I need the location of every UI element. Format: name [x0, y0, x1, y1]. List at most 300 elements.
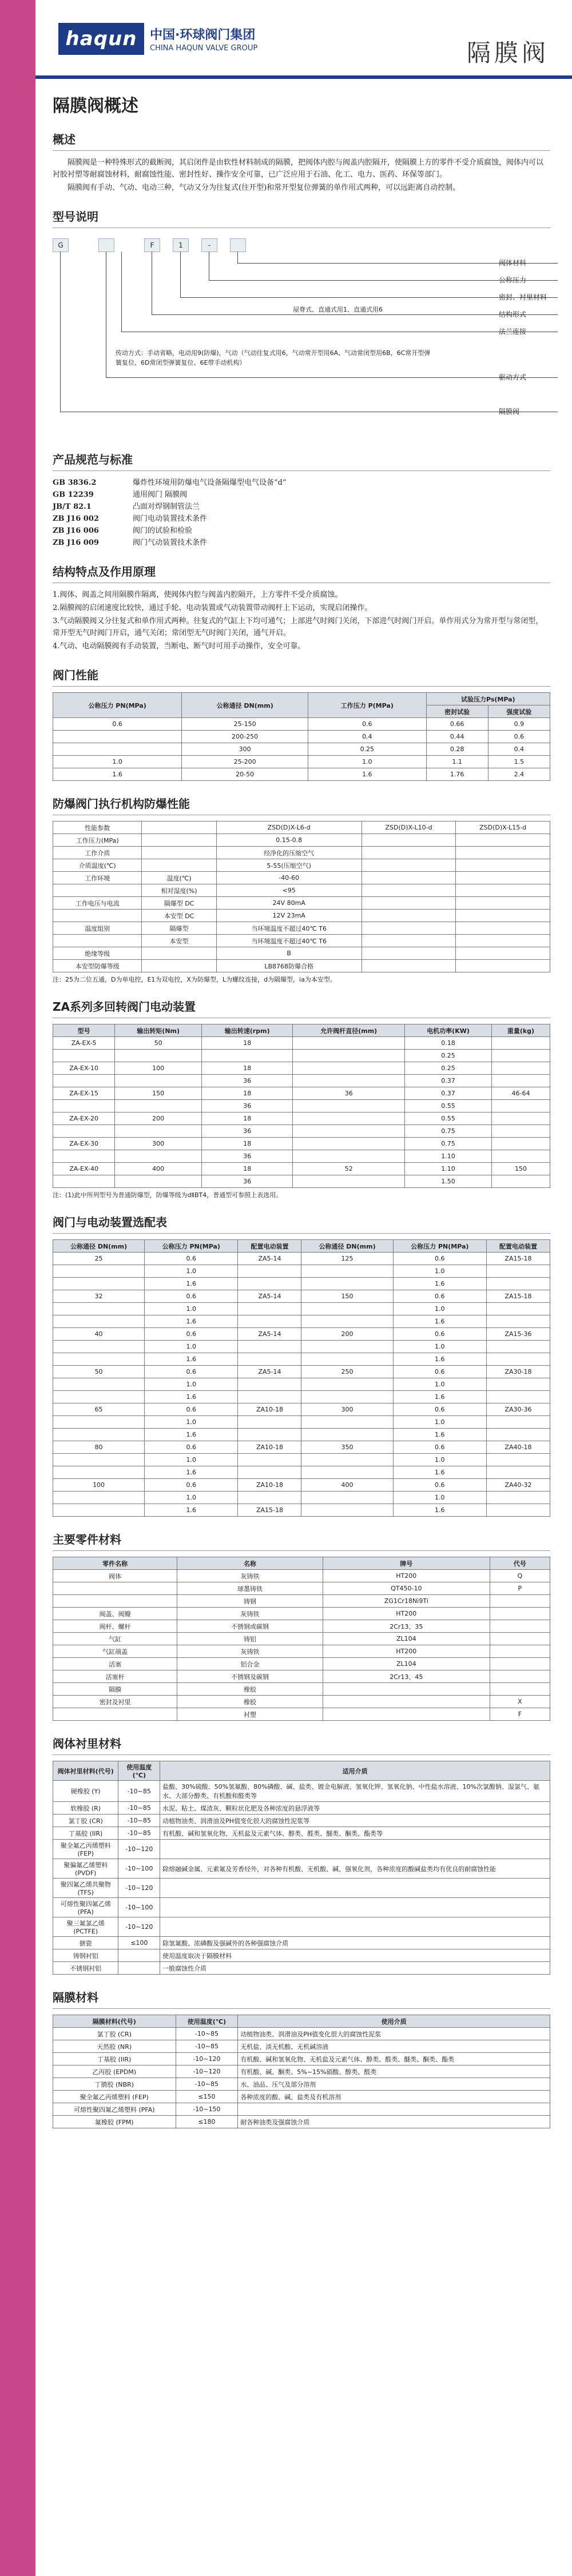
table-cell — [53, 1075, 115, 1087]
table-row — [53, 1454, 550, 1466]
table-cell: 18 — [202, 1138, 293, 1150]
table-cell: 0.18 — [405, 1037, 492, 1050]
table-cell: 无机盐、淡无机酸、无机碱溶液 — [238, 2040, 550, 2053]
table-cell — [238, 1416, 301, 1429]
table-cell: 聚全氟乙丙烯塑料 (FEP) — [53, 1840, 118, 1859]
table-cell — [486, 1492, 550, 1504]
table-cell: -10~150 — [176, 2103, 238, 2116]
table-cell: 1.10 — [405, 1150, 492, 1163]
table-row — [53, 768, 550, 781]
table-cell: -10~85 — [176, 2078, 238, 2091]
table-cell — [456, 947, 550, 960]
table-cell: 氯丁胶 (CR) — [53, 1815, 118, 1827]
table-cell: 46-64 — [491, 1087, 550, 1100]
table-row — [53, 756, 550, 768]
table-cell: 灰铸铁 — [177, 1570, 323, 1582]
table-cell: 0.6 — [393, 1479, 486, 1492]
table-cell — [53, 1341, 145, 1353]
diaphragm-table — [53, 2015, 550, 2128]
table-cell — [362, 859, 456, 872]
explosion-table — [53, 821, 550, 972]
table-cell: HT200 — [323, 1645, 490, 1658]
table-row — [53, 1840, 550, 1859]
table-cell — [293, 1075, 405, 1087]
table-cell: 20-50 — [182, 768, 308, 781]
table-cell — [456, 935, 550, 947]
table-cell: 36 — [202, 1075, 293, 1087]
table-cell: 1.0 — [53, 756, 182, 768]
table-cell: ZA15-18 — [486, 1253, 550, 1265]
table-cell: 300 — [301, 1403, 393, 1416]
table-cell — [456, 910, 550, 922]
table-row — [53, 1595, 550, 1608]
table-header-cell: 重量(kg) — [491, 1024, 550, 1037]
table-cell: 400 — [301, 1479, 393, 1492]
logo-mark: haqun — [58, 23, 144, 55]
table-cell: 36 — [202, 1100, 293, 1112]
table-cell: 0.6 — [393, 1328, 486, 1341]
table-cell: 0.6 — [53, 718, 182, 731]
table-cell: 0.6 — [308, 718, 426, 731]
table-cell: 聚全氟乙丙烯塑料 (FEP) — [53, 2091, 176, 2103]
table-header-cell: 公称通径 DN(mm) — [301, 1240, 393, 1253]
table-cell: ZL104 — [323, 1633, 490, 1645]
features-list — [53, 589, 550, 652]
table-cell: 1.6 — [393, 1391, 486, 1403]
table-row — [53, 1112, 550, 1125]
table-cell — [238, 1303, 301, 1315]
model-label: 结构形式 — [499, 310, 527, 318]
table-cell — [491, 1150, 550, 1163]
table-cell — [486, 1466, 550, 1479]
table-cell: 36 — [202, 1150, 293, 1163]
table-header-cell: 使用温度(℃) — [118, 1761, 160, 1781]
table-cell — [293, 1175, 405, 1188]
table-cell: 18 — [202, 1112, 293, 1125]
table-row — [53, 1859, 550, 1879]
table-cell: 40 — [53, 1328, 145, 1341]
table-cell — [486, 1391, 550, 1403]
table-cell: 300 — [182, 743, 308, 756]
drive-note: 传动方式：手动省略，电动用9(防爆)，气动（气动往复式用6，气动常开型用6A、气动常闭型用6B，6C常开型弹簧复位、6D常闭型弹簧复位、6E带手动机构） — [116, 349, 431, 366]
table-cell: QT450-10 — [323, 1582, 490, 1595]
table-row — [53, 1917, 550, 1937]
table-cell: 1.0 — [145, 1416, 238, 1429]
table-cell: 隔爆型 DC — [142, 897, 216, 910]
table-row — [53, 1683, 550, 1696]
table-cell: 2.4 — [488, 768, 550, 781]
table-cell: ZA30-18 — [486, 1366, 550, 1378]
table-cell — [142, 822, 216, 834]
table-cell: 灰铸铁 — [177, 1645, 323, 1658]
table-cell: 0.4 — [308, 731, 426, 743]
structure-note: 屋脊式、直通式用1、直通式用6 — [293, 306, 383, 313]
table-cell: 各种浓度的酸、碱、盐类及有机溶剂 — [238, 2091, 550, 2103]
table-cell — [293, 1150, 405, 1163]
table-cell: ZA5-14 — [238, 1328, 301, 1341]
table-row — [53, 1898, 550, 1917]
table-cell: 1.6 — [393, 1353, 486, 1366]
table-cell: 200 — [301, 1328, 393, 1341]
table-cell — [53, 1391, 145, 1403]
table-header-cell: 配置电动装置 — [238, 1240, 301, 1253]
table-cell: 丁基胶 (IIR) — [53, 1827, 118, 1840]
table-row — [53, 2065, 550, 2078]
table-cell: Q — [490, 1570, 550, 1582]
table-cell: -10~85 — [118, 1815, 160, 1827]
table-cell: 1.6 — [393, 1466, 486, 1479]
table-cell: 性能参数 — [53, 822, 142, 834]
table-cell: 1.0 — [145, 1378, 238, 1391]
table-cell — [53, 1278, 145, 1290]
table-row — [53, 2078, 550, 2091]
table-cell: 隔爆型 — [142, 922, 216, 935]
table-header-cell: 代号 — [490, 1557, 550, 1570]
table-cell: 0.55 — [405, 1112, 492, 1125]
table-cell: 温度组别 — [53, 922, 142, 935]
table-cell: ZA40-32 — [486, 1479, 550, 1492]
table-cell: 介质温度(℃) — [53, 859, 142, 872]
table-cell — [490, 1608, 550, 1620]
table-cell: 有机酸、碱、酮类、5%~15%硝酸、醇类、醛类 — [238, 2065, 550, 2078]
table-cell: 150 — [491, 1163, 550, 1175]
table-row — [53, 1062, 550, 1075]
table-row — [53, 1366, 550, 1378]
table-header-cell: 输出转矩(Nm) — [115, 1024, 202, 1037]
table-cell — [486, 1416, 550, 1429]
table-row — [53, 935, 550, 947]
table-cell — [486, 1303, 550, 1315]
table-cell: 绝缘等级 — [53, 947, 142, 960]
table-row — [53, 1949, 550, 1962]
table-cell: 32 — [53, 1290, 145, 1303]
table-cell — [160, 1840, 550, 1859]
table-cell: P — [490, 1582, 550, 1595]
standards-list — [53, 477, 550, 549]
table-cell — [115, 1075, 202, 1087]
table-cell — [238, 1492, 301, 1504]
standard-item: JB/T 82.1 凸面对焊钢制管法兰 — [53, 503, 200, 511]
table-row — [53, 822, 550, 834]
table-cell: 当环境温度不超过40℃ T6 — [216, 922, 362, 935]
header-divider — [35, 75, 572, 79]
table-cell: ZA5-14 — [238, 1290, 301, 1303]
table-row — [53, 897, 550, 910]
table-row — [53, 1937, 550, 1949]
table-cell: 软橡胶 (R) — [53, 1802, 118, 1815]
brand-logo — [58, 23, 257, 55]
table-cell — [362, 910, 456, 922]
table-cell: 0.6 — [145, 1253, 238, 1265]
table-cell: 聚三氟氯乙烯 (PCTFE) — [53, 1917, 118, 1937]
table-cell — [160, 1879, 550, 1898]
table-cell — [53, 1315, 145, 1328]
za-note: 注：(1)此中所列型号为普通防爆型，防爆等级为dⅡBT4，普通型可参照上表选用。 — [53, 1191, 283, 1199]
table-cell: -10~85 — [118, 1781, 160, 1802]
table-cell: 气缸 — [53, 1633, 177, 1645]
table-cell: 本安型 — [142, 935, 216, 947]
match-table — [53, 1239, 550, 1517]
table-cell: 本安型 DC — [142, 910, 216, 922]
table-cell: 氟橡胶 (FPM) — [53, 2116, 176, 2128]
table-cell: 350 — [301, 1441, 393, 1454]
table-cell — [53, 1303, 145, 1315]
table-cell: 80 — [53, 1441, 145, 1454]
table-cell — [362, 897, 456, 910]
table-header-cell: 阀体衬里材料(代号) — [53, 1761, 118, 1781]
table-row — [53, 1815, 550, 1827]
table-cell — [491, 1100, 550, 1112]
table-cell: ZSD(D)X-L15-d — [456, 822, 550, 834]
table-cell — [490, 1670, 550, 1683]
table-cell: 工作环境 — [53, 872, 142, 884]
table-cell — [301, 1492, 393, 1504]
table-cell — [53, 1595, 177, 1608]
table-cell — [362, 847, 456, 859]
table-cell — [53, 1150, 115, 1163]
model-label: 阀体材料 — [499, 259, 527, 267]
table-cell: 0.28 — [426, 743, 488, 756]
overview-heading: 概述 — [53, 133, 76, 146]
table-cell: 1.0 — [145, 1265, 238, 1278]
table-cell — [53, 935, 142, 947]
table-cell: 0.6 — [393, 1290, 486, 1303]
model-box: 1 — [173, 238, 189, 252]
table-cell: ZL104 — [323, 1658, 490, 1670]
table-cell: <95 — [216, 884, 362, 897]
table-cell — [301, 1416, 393, 1429]
lining-heading: 阀体衬里材料 — [53, 1737, 121, 1750]
table-row — [53, 1037, 550, 1050]
table-cell — [238, 1378, 301, 1391]
table-cell — [486, 1454, 550, 1466]
table-row — [53, 1378, 550, 1391]
table-header-cell: 电机功率(KW) — [405, 1024, 492, 1037]
table-cell: ZA10-18 — [238, 1479, 301, 1492]
table-row — [53, 1466, 550, 1479]
table-cell — [301, 1315, 393, 1328]
table-cell — [115, 1150, 202, 1163]
table-cell: 聚四氟乙烯共聚物 (TFS) — [53, 1879, 118, 1898]
table-cell: 工作介质 — [53, 847, 142, 859]
table-cell: 本安型防爆等级 — [53, 960, 142, 972]
table-row — [53, 1504, 550, 1517]
table-cell — [238, 1466, 301, 1479]
table-cell — [301, 1429, 393, 1441]
table-cell: 1.6 — [308, 768, 426, 781]
table-cell: 1.0 — [393, 1341, 486, 1353]
table-cell: 耐各种油类及强腐蚀介质 — [238, 2116, 550, 2128]
table-cell — [301, 1504, 393, 1517]
table-cell — [490, 1658, 550, 1670]
table-cell — [53, 1466, 145, 1479]
table-row — [53, 743, 550, 756]
table-cell: 1.0 — [393, 1303, 486, 1315]
table-cell: ZA15-36 — [486, 1328, 550, 1341]
table-row — [53, 1570, 550, 1582]
table-cell: 2Cr13、35 — [323, 1620, 490, 1633]
table-cell: -10~120 — [176, 2065, 238, 2078]
table-cell — [238, 1429, 301, 1441]
table-cell: 25 — [53, 1253, 145, 1265]
table-cell — [53, 1265, 145, 1278]
table-row — [53, 1658, 550, 1670]
model-box: G — [53, 238, 69, 252]
table-cell: 1.6 — [393, 1315, 486, 1328]
table-row — [53, 1315, 550, 1328]
table-row — [53, 1620, 550, 1633]
table-cell: -10~120 — [118, 1879, 160, 1898]
table-cell — [53, 1050, 115, 1062]
table-row — [53, 2116, 550, 2128]
table-cell — [491, 1050, 550, 1062]
table-row — [53, 884, 550, 897]
table-cell: 100 — [115, 1062, 202, 1075]
table-cell — [53, 1353, 145, 1366]
table-row — [53, 1278, 550, 1290]
table-row — [53, 1353, 550, 1366]
table-cell: 工作压力(MPa) — [53, 834, 142, 847]
table-cell: 0.9 — [488, 718, 550, 731]
table-cell: 0.37 — [405, 1075, 492, 1087]
feature-item: 1.阀体、阀盖之间用隔膜作隔离，使阀体内腔与阀盖内腔隔开，上方零件不受介质腐蚀。 — [53, 591, 343, 599]
table-cell: 50 — [115, 1037, 202, 1050]
model-box — [230, 238, 246, 252]
table-cell — [491, 1062, 550, 1075]
table-cell: -10~120 — [118, 1840, 160, 1859]
table-cell — [490, 1645, 550, 1658]
feature-item: 3.气动隔膜阀又分往复式和单作用式两种。往复式的气缸上下均可通气；上部进气时阀门关闭，下部进气时阀门开启。单作用式分为常开型与常闭型，常开型无气时阀门开启，通气关闭；常闭型无气时阀门关闭，通气开启。 — [53, 617, 543, 637]
table-row — [53, 847, 550, 859]
features-heading: 结构特点及作用原理 — [53, 565, 156, 579]
table-row — [53, 1479, 550, 1492]
table-cell — [301, 1341, 393, 1353]
table-cell: 36 — [202, 1125, 293, 1138]
table-cell: 丁腈胶 (NBR) — [53, 2078, 176, 2091]
table-cell — [160, 1917, 550, 1937]
table-cell — [301, 1265, 393, 1278]
main-content — [53, 86, 550, 2128]
table-cell: 1.6 — [53, 768, 182, 781]
table-cell — [238, 2103, 550, 2116]
table-cell — [142, 834, 216, 847]
valve-perf-heading: 阀门性能 — [53, 668, 98, 682]
table-cell — [301, 1278, 393, 1290]
table-cell: 不锈钢或碳钢 — [177, 1620, 323, 1633]
table-row — [53, 2091, 550, 2103]
table-header-cell: 使用温度(℃) — [176, 2015, 238, 2028]
table-cell: 150 — [115, 1087, 202, 1100]
table-row — [53, 1050, 550, 1062]
table-cell — [301, 1391, 393, 1403]
table-cell: 25-200 — [182, 756, 308, 768]
table-cell — [293, 1062, 405, 1075]
table-cell: 动植物油类、润滑油及PH值变化很大的腐蚀性泥浆 — [238, 2028, 550, 2040]
table-cell — [142, 859, 216, 872]
table-cell — [486, 1353, 550, 1366]
table-cell: 0.6 — [145, 1403, 238, 1416]
table-cell — [486, 1378, 550, 1391]
table-row — [53, 1265, 550, 1278]
za-heading: ZA系列多回转阀门电动装置 — [53, 1000, 196, 1014]
table-cell: 1.76 — [426, 768, 488, 781]
table-cell: 铸钢 — [177, 1595, 323, 1608]
table-cell — [142, 847, 216, 859]
table-cell: 0.44 — [426, 731, 488, 743]
table-cell: 1.0 — [393, 1492, 486, 1504]
table-cell — [53, 884, 142, 897]
diaphragm-heading: 隔膜材料 — [53, 1991, 98, 2004]
table-cell: ZA-EX-30 — [53, 1138, 115, 1150]
table-row — [53, 1290, 550, 1303]
table-cell — [301, 1378, 393, 1391]
table-cell: 1.6 — [145, 1315, 238, 1328]
table-cell: 水、油品、压气及部分溶剂 — [238, 2078, 550, 2091]
table-cell: -10~85 — [118, 1827, 160, 1840]
table-row — [53, 1138, 550, 1150]
table-cell: 0.66 — [426, 718, 488, 731]
table-cell: 1.6 — [145, 1278, 238, 1290]
table-cell: 有机酸、碱和氢氧化物、无机盐及元素气体、醇类、醛类、醚类、酮类、酯类 — [238, 2053, 550, 2065]
table-cell — [456, 834, 550, 847]
table-header-cell: 配置电动装置 — [486, 1240, 550, 1253]
table-cell: 0.25 — [405, 1050, 492, 1062]
table-cell — [491, 1075, 550, 1087]
table-cell: 活塞杆 — [53, 1670, 177, 1683]
table-row — [53, 859, 550, 872]
table-cell: ZA10-18 — [238, 1441, 301, 1454]
table-cell: 400 — [115, 1163, 202, 1175]
table-cell: 18 — [202, 1062, 293, 1075]
table-cell: 0.6 — [145, 1328, 238, 1341]
table-header-cell: 公称压力 PN(MPa) — [393, 1240, 486, 1253]
lining-table — [53, 1761, 550, 1975]
standard-item: ZB J16 006 阀门的试验和检验 — [53, 527, 193, 535]
table-cell — [362, 935, 456, 947]
table-cell — [456, 884, 550, 897]
table-row — [53, 1827, 550, 1840]
table-cell: ZA10-18 — [238, 1403, 301, 1416]
standard-item: ZB J16 002 阀门电动装置技术条件 — [53, 515, 208, 523]
table-cell — [323, 1696, 490, 1708]
table-cell — [486, 1504, 550, 1517]
table-cell — [362, 872, 456, 884]
table-cell: 1.0 — [393, 1416, 486, 1429]
product-title: 隔膜阀 — [466, 39, 549, 67]
table-cell: 200 — [115, 1112, 202, 1125]
table-row — [53, 1087, 550, 1100]
table-row — [53, 1633, 550, 1645]
table-cell: 活塞 — [53, 1658, 177, 1670]
page-header — [35, 0, 572, 79]
table-row — [53, 1100, 550, 1112]
table-row — [53, 960, 550, 972]
brand-name-en: CHINA HAQUN VALVE GROUP — [150, 44, 258, 53]
table-cell: 衬塑 — [177, 1708, 323, 1721]
table-cell: 1.6 — [145, 1466, 238, 1479]
table-cell: -10~100 — [118, 1859, 160, 1879]
table-cell: 阀体 — [53, 1570, 177, 1582]
table-cell: 温度(℃) — [142, 872, 216, 884]
table-cell: 除氢氟酸、浓磷酸及强碱外的各种强腐蚀介质 — [160, 1937, 550, 1949]
overview-paragraph-1: 隔膜阀是一种特殊形式的截断阀，其启闭件是由软性材料制成的隔膜，把阀体内腔与阀盖内腔隔开，使隔膜上方的零件不受介质腐蚀，阀体内可以衬胶衬塑等耐腐蚀材料，耐腐蚀性能、密封性好、操作安全可靠，已广泛应用于石油、化工、电力、医药、环保等部门。 — [53, 158, 544, 179]
table-cell: 1.6 — [145, 1504, 238, 1517]
table-cell — [486, 1278, 550, 1290]
valve-performance-table: 公称压力 PN(MPa) 公称通径 DN(mm) 工作压力 P(MPa) 试验压力Ps(MPa) 密封试验 强度试验 0.6 25-150 0.6 0.66 0.9 200-250 0.4 0.44 0.6 300 0.25 0.28 0.4 1.0 25-200 1.0 1.1 1.5 1.6 20-50 1.6 1.76 2.4 — [53, 692, 550, 781]
table-cell — [301, 1466, 393, 1479]
table-cell: 0.6 — [393, 1441, 486, 1454]
table-cell: -10~120 — [118, 1917, 160, 1937]
